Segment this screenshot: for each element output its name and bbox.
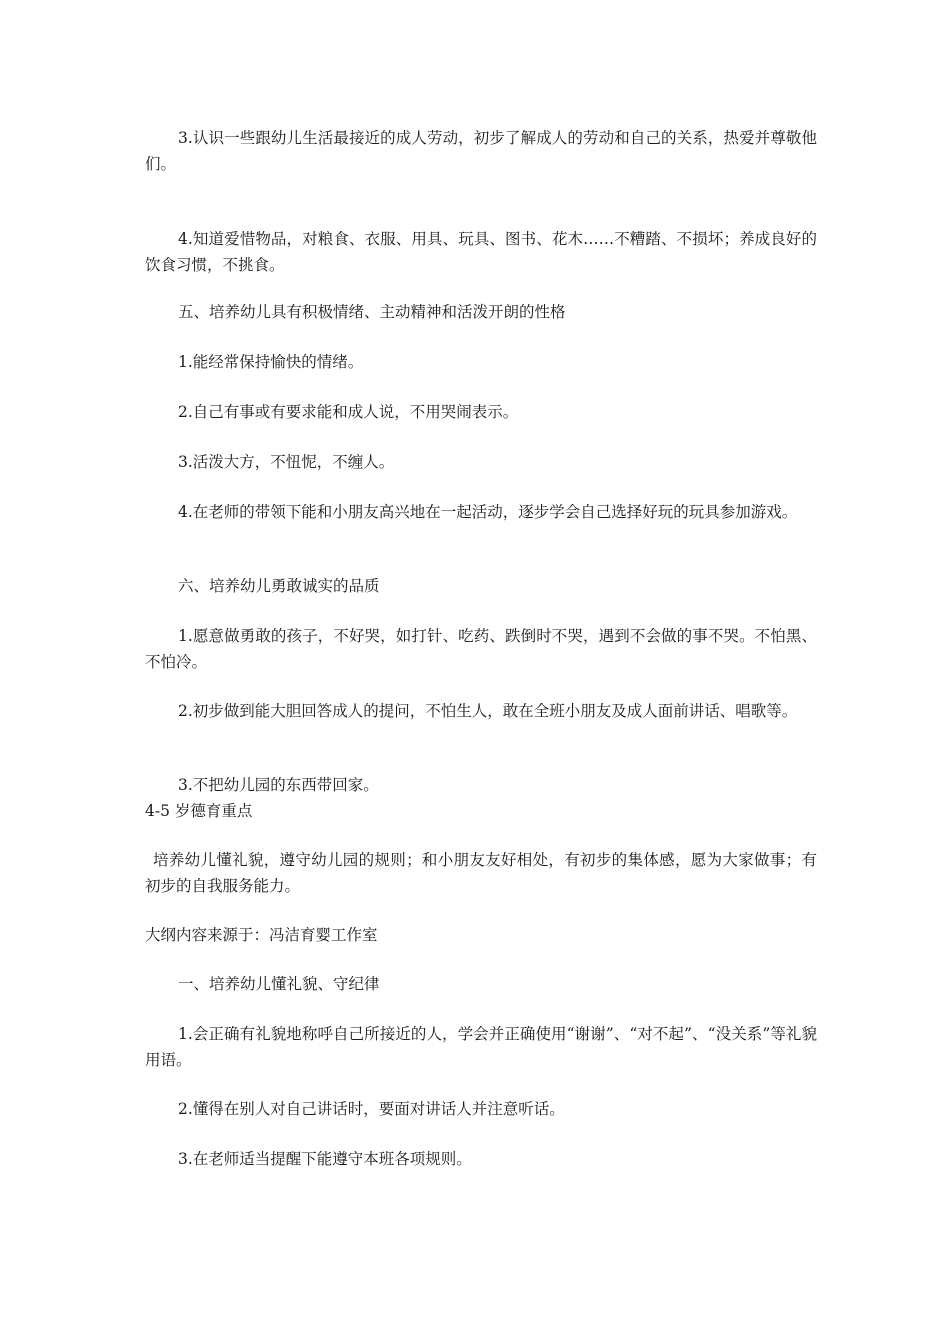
paragraph-item-1-polite-address: 1.会正确有礼貌地称呼自己所接近的人，学会并正确使用“谢谢”、“对不起”、“没关系”等礼貌用语。	[145, 1025, 817, 1069]
paragraph-item-4-cherish-items: 4.知道爱惜物品，对粮食、衣服、用具、玩具、图书、花木……不糟踏、不损坏；养成良好的饮食习惯，不挑食。	[145, 230, 817, 274]
section-heading-five: 五、培养幼儿具有积极情绪、主动精神和活泼开朗的性格	[178, 303, 566, 321]
paragraph-item-3-follow-rules: 3.在老师适当提醒下能遵守本班各项规则。	[178, 1150, 472, 1168]
paragraph-item-3-no-taking-home: 3.不把幼儿园的东西带回家。	[178, 776, 379, 794]
paragraph-item-2-express-needs: 2.自己有事或有要求能和成人说，不用哭闹表示。	[178, 403, 519, 421]
age-heading-4-5: 4-5 岁德育重点	[145, 802, 253, 820]
paragraph-item-2-listen: 2.懂得在别人对自己讲话时，要面对讲话人并注意听话。	[178, 1100, 565, 1118]
paragraph-item-4-play-together: 4.在老师的带领下能和小朋友高兴地在一起活动，逐步学会自己选择好玩的玩具参加游戏。	[178, 503, 798, 521]
paragraph-item-3-lively: 3.活泼大方，不忸怩，不缠人。	[178, 453, 395, 471]
section-heading-one: 一、培养幼儿懂礼貌、守纪律	[178, 975, 380, 993]
paragraph-item-3-adult-labor: 3.认识一些跟幼儿生活最接近的成人劳动，初步了解成人的劳动和自己的关系，热爱并尊敬他们。	[145, 129, 817, 173]
paragraph-item-1-happy-mood: 1.能经常保持愉快的情绪。	[178, 353, 364, 371]
source-attribution: 大纲内容来源于：冯洁育婴工作室	[145, 926, 378, 944]
section-heading-six: 六、培养幼儿勇敢诚实的品质	[178, 577, 380, 595]
paragraph-item-1-brave: 1.愿意做勇敢的孩子，不好哭，如打针、吃药、跌倒时不哭，遇到不会做的事不哭。不怕黑、不怕冷。	[145, 627, 817, 671]
focus-summary-paragraph: 培养幼儿懂礼貌，遵守幼儿园的规则；和小朋友友好相处，有初步的集体感，愿为大家做事；有初步的自我服务能力。	[145, 851, 817, 895]
paragraph-item-2-bold-answer: 2.初步做到能大胆回答成人的提问，不怕生人，敢在全班小朋友及成人面前讲话、唱歌等。	[178, 702, 798, 720]
